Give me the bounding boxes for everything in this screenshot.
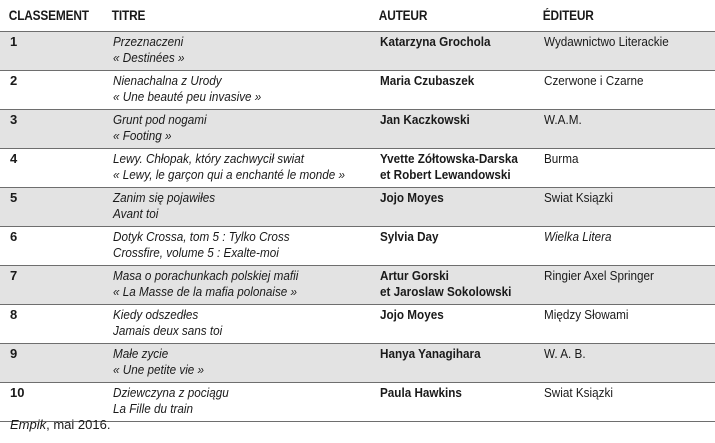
- title-french: Avant toi: [113, 206, 159, 221]
- title-cell: [103, 149, 370, 188]
- rank-cell: 1: [0, 32, 103, 71]
- source-name: Empik: [10, 417, 47, 432]
- title-cell: [103, 110, 370, 149]
- author-cell: [370, 383, 534, 422]
- title-french: « La Masse de la mafia polonaise »: [113, 284, 298, 299]
- title-polish: Grunt pod nogami: [113, 112, 207, 127]
- title-french: « Lewy, le garçon qui a enchanté le monde »: [113, 167, 345, 182]
- publisher-cell: [534, 32, 715, 71]
- header-publisher: ÉDITEUR: [542, 8, 594, 23]
- publisher-name: Wydawnictwo Literackie: [544, 34, 669, 49]
- title-polish: Kiedy odszedłes: [113, 307, 199, 322]
- author-name: Maria Czubaszek: [380, 73, 475, 88]
- title-french: La Fille du train: [113, 401, 194, 416]
- title-polish: Zanim się pojawiłes: [113, 190, 216, 205]
- table-row: [0, 149, 715, 188]
- publisher-name: Burma: [544, 151, 579, 166]
- author-name: Paula Hawkins: [380, 385, 462, 400]
- publisher-cell: [534, 383, 715, 422]
- rank-cell: 8: [0, 305, 103, 344]
- author-cell: [370, 305, 534, 344]
- title-french: « Destinées »: [113, 50, 185, 65]
- author-name-second: et Jaroslaw Sokolowski: [380, 284, 512, 299]
- title-polish: Przeznaczeni: [113, 34, 184, 49]
- title-cell: [103, 227, 370, 266]
- title-polish: Lewy. Chłopak, który zachwycił swiat: [113, 151, 304, 166]
- table-row: [0, 344, 715, 383]
- publisher-cell: [534, 188, 715, 227]
- rank-cell: 3: [0, 110, 103, 149]
- title-cell: [103, 383, 370, 422]
- rank-cell: 6: [0, 227, 103, 266]
- rank-cell: 2: [0, 71, 103, 110]
- title-cell: [103, 32, 370, 71]
- author-name: Yvette Zółtowska-Darska: [380, 151, 518, 166]
- publisher-cell: [534, 110, 715, 149]
- publisher-name: W. A. B.: [544, 346, 586, 361]
- publisher-cell: [534, 266, 715, 305]
- title-polish: Masa o porachunkach polskiej mafii: [113, 268, 299, 283]
- publisher-name: W.A.M.: [544, 112, 582, 127]
- publisher-name: Swiat Ksiązki: [544, 385, 613, 400]
- publisher-cell: [534, 305, 715, 344]
- publisher-cell: [534, 71, 715, 110]
- rank-cell: 10: [0, 383, 103, 422]
- author-cell: [370, 266, 534, 305]
- header-author: AUTEUR: [378, 8, 428, 23]
- table-row: [0, 71, 715, 110]
- publisher-cell: [534, 227, 715, 266]
- rank-cell: 7: [0, 266, 103, 305]
- publisher-cell: [534, 344, 715, 383]
- title-french: « Footing »: [113, 128, 172, 143]
- title-french: « Une petite vie »: [113, 362, 205, 377]
- header-rank: CLASSEMENT: [8, 8, 89, 23]
- author-name: Jojo Moyes: [380, 307, 444, 322]
- publisher-name: Czerwone i Czarne: [544, 73, 644, 88]
- header-title: TITRE: [111, 8, 146, 23]
- author-name: Sylvia Day: [380, 229, 439, 244]
- title-cell: [103, 344, 370, 383]
- author-cell: [370, 110, 534, 149]
- table-row: [0, 227, 715, 266]
- publisher-name: Ringier Axel Springer: [544, 268, 654, 283]
- title-french: Jamais deux sans toi: [113, 323, 223, 338]
- title-cell: [103, 266, 370, 305]
- title-polish: Nienachalna z Urody: [113, 73, 222, 88]
- publisher-name: Między Słowami: [544, 307, 629, 322]
- rank-cell: 4: [0, 149, 103, 188]
- title-cell: [103, 188, 370, 227]
- author-name: Jan Kaczkowski: [380, 112, 470, 127]
- rank-cell: 9: [0, 344, 103, 383]
- author-cell: [370, 188, 534, 227]
- table-row: [0, 110, 715, 149]
- title-french: « Une beauté peu invasive »: [113, 89, 262, 104]
- header-row: [0, 0, 715, 32]
- source-date: , mai 2016.: [46, 417, 111, 432]
- author-name-second: et Robert Lewandowski: [380, 167, 511, 182]
- table-header: [0, 0, 715, 32]
- table-body: [0, 32, 715, 422]
- title-polish: Dotyk Crossa, tom 5 : Tylko Cross: [113, 229, 290, 244]
- table-row: [0, 32, 715, 71]
- author-cell: [370, 227, 534, 266]
- title-cell: [103, 305, 370, 344]
- table-row: [0, 266, 715, 305]
- publisher-cell: [534, 149, 715, 188]
- rank-cell: 5: [0, 188, 103, 227]
- author-name: Hanya Yanagihara: [380, 346, 481, 361]
- publisher-name: Swiat Ksiązki: [544, 190, 613, 205]
- author-cell: [370, 32, 534, 71]
- table-row: [0, 305, 715, 344]
- author-cell: [370, 71, 534, 110]
- table-row: [0, 188, 715, 227]
- title-cell: [103, 71, 370, 110]
- title-polish: Małe zycie: [113, 346, 169, 361]
- source-note: [10, 417, 110, 432]
- author-name: Jojo Moyes: [380, 190, 444, 205]
- title-polish: Dziewczyna z pociągu: [113, 385, 229, 400]
- author-cell: [370, 149, 534, 188]
- author-name: Katarzyna Grochola: [380, 34, 491, 49]
- publisher-name: Wielka Litera: [544, 229, 612, 244]
- table-row: [0, 383, 715, 422]
- author-cell: [370, 344, 534, 383]
- author-name: Artur Gorski: [380, 268, 449, 283]
- title-french: Crossfire, volume 5 : Exalte-moi: [113, 245, 279, 260]
